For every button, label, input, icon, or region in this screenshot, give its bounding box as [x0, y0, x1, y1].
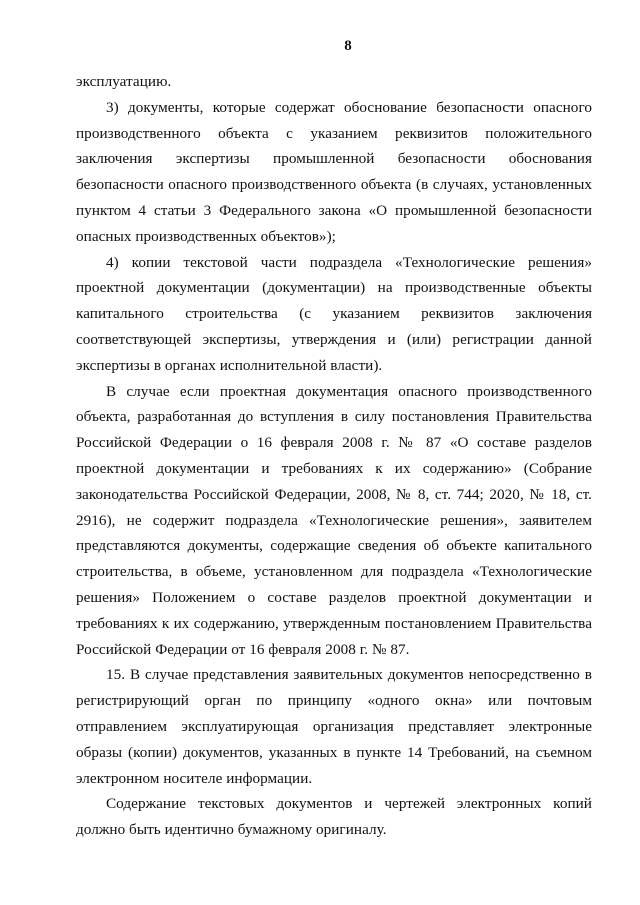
paragraph-continuation: эксплуатацию.	[76, 73, 172, 90]
paragraph-item-15: 15. В случае представления заявительных документов непосредственно в регистрирующий орган по принципу «одного окна» или почтовым отправлением эксплуатирующая организация представляет электронные образы (копии) документов, указанных в пункте 14 Требований, на съемном электронном носителе информации.	[76, 666, 592, 787]
paragraph-item-4: 4) копии текстовой части подраздела «Технологические решения» проектной документации (документации) на производственные объекты капитального строительства (с указанием реквизитов заключения соответствующей экспертизы, утверждения и (или) регистрации данной экспертизы в органах исполнительной власти).	[76, 253, 592, 374]
paragraph-electronic-copies: Содержание текстовых документов и чертежей электронных копий должно быть идентично бумажному оригиналу.	[76, 795, 592, 839]
paragraph-item-3: 3) документы, которые содержат обоснование безопасности опасного производственного объекта с указанием реквизитов положительного заключения экспертизы промышленной безопасности обоснования безопасности опасного производственного объекта (в случаях, установленных пунктом 4 статьи 3 Федерального закона «О промышленной безопасности опасных производственных объектов»);	[76, 98, 592, 245]
page-number: 8	[344, 38, 352, 54]
paragraph-design-docs-case: В случае если проектная документация опасного производственного объекта, разработанная до вступления в силу постановления Правительства Российской Федерации о 16 февраля 2008 г. № 87 «О составе разделов проектной документации и требованиях к их содержанию» (Собрание законодательства Российской Федерации, 2008, № 8, ст. 744; 2020, № 18, ст. 2916), не содержит подраздела «Технологические решения», заявителем представляются документы, содержащие сведения об объекте капитального строительства, в объеме, установленном для подраздела «Технологические решения» Положением о составе разделов проектной документации и требованиях к их содержанию, утвержденным постановлением Правительства Российской Федерации от 16 февраля 2008 г. № 87.	[76, 382, 592, 658]
